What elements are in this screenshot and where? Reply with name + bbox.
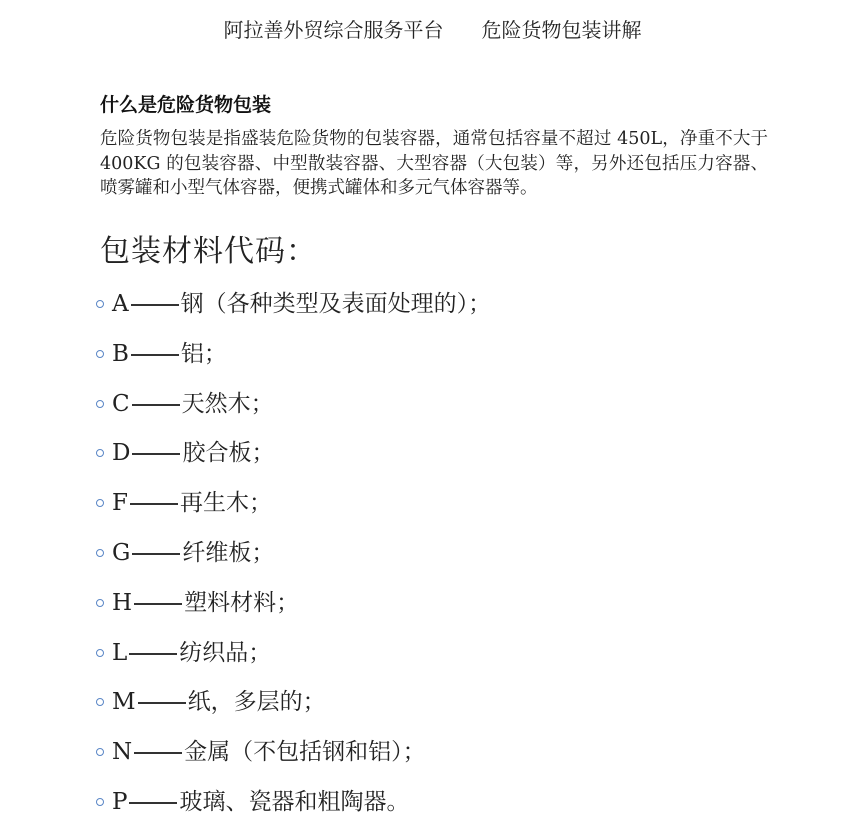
material-code: D	[112, 440, 131, 467]
material-description: 纸，多层的；	[187, 689, 326, 716]
material-description: 铝；	[180, 340, 227, 367]
material-code: N	[112, 739, 133, 766]
material-code-list	[96, 284, 491, 832]
material-description: 纤维板；	[182, 539, 275, 566]
bullet-icon	[96, 449, 104, 457]
page-header	[0, 16, 865, 44]
dash-separator	[138, 702, 186, 704]
material-description: 纺织品；	[179, 639, 272, 666]
material-codes-heading: 包装材料代码：	[100, 234, 317, 269]
list-item	[96, 284, 491, 334]
material-description: 金属（不包括钢和铝）；	[184, 739, 426, 766]
list-item	[96, 732, 491, 782]
dash-separator	[129, 802, 177, 804]
material-code: M	[112, 689, 136, 716]
list-item	[96, 583, 491, 633]
bullet-icon	[96, 400, 104, 408]
material-description: 玻璃、瓷器和粗陶器。	[179, 788, 410, 815]
material-code: A	[112, 291, 129, 317]
section-title: 什么是危险货物包装	[100, 94, 272, 116]
material-code: H	[112, 589, 133, 616]
dash-separator	[131, 304, 179, 306]
list-item	[96, 533, 491, 583]
material-code: P	[112, 788, 128, 815]
bullet-icon	[96, 350, 104, 358]
page-topic: 危险货物包装讲解	[481, 18, 642, 42]
material-description: 再生木；	[179, 490, 272, 517]
list-item	[96, 384, 491, 434]
dash-separator	[134, 603, 182, 605]
list-item	[96, 682, 491, 732]
bullet-icon	[96, 599, 104, 607]
bullet-icon	[96, 748, 104, 756]
material-code: G	[112, 539, 131, 566]
bullet-icon	[96, 499, 104, 507]
list-item	[96, 433, 491, 483]
material-code: B	[112, 340, 129, 367]
dash-separator	[134, 752, 182, 754]
list-item	[96, 483, 491, 533]
bullet-icon	[96, 549, 104, 557]
site-name: 阿拉善外贸综合服务平台	[223, 18, 444, 42]
dash-separator	[131, 354, 179, 356]
material-code: C	[112, 390, 130, 417]
bullet-icon	[96, 300, 104, 308]
dash-separator	[132, 453, 180, 455]
material-description: 钢（各种类型及表面处理的）；	[180, 291, 492, 317]
bullet-icon	[96, 649, 104, 657]
dash-separator	[132, 553, 180, 555]
bullet-icon	[96, 698, 104, 706]
list-item	[96, 633, 491, 683]
intro-paragraph: 危险货物包装是指盛装危险货物的包装容器，通常包括容量不超过 450L，净重不大于 400KG 的包装容器、中型散装容器、大型容器（大包装）等，另外还包括压力容器、喷雾罐和小型气体容器，便携式罐体和多元气体容器等。	[100, 129, 768, 198]
dash-separator	[132, 404, 180, 406]
dash-separator	[130, 503, 178, 505]
material-description: 天然木；	[181, 390, 274, 417]
bullet-icon	[96, 798, 104, 806]
list-item	[96, 334, 491, 384]
dash-separator	[129, 653, 177, 655]
material-description: 塑料材料；	[184, 589, 300, 616]
material-description: 胶合板；	[182, 440, 275, 467]
material-code: L	[112, 639, 128, 666]
list-item	[96, 782, 491, 832]
material-code: F	[112, 490, 128, 517]
